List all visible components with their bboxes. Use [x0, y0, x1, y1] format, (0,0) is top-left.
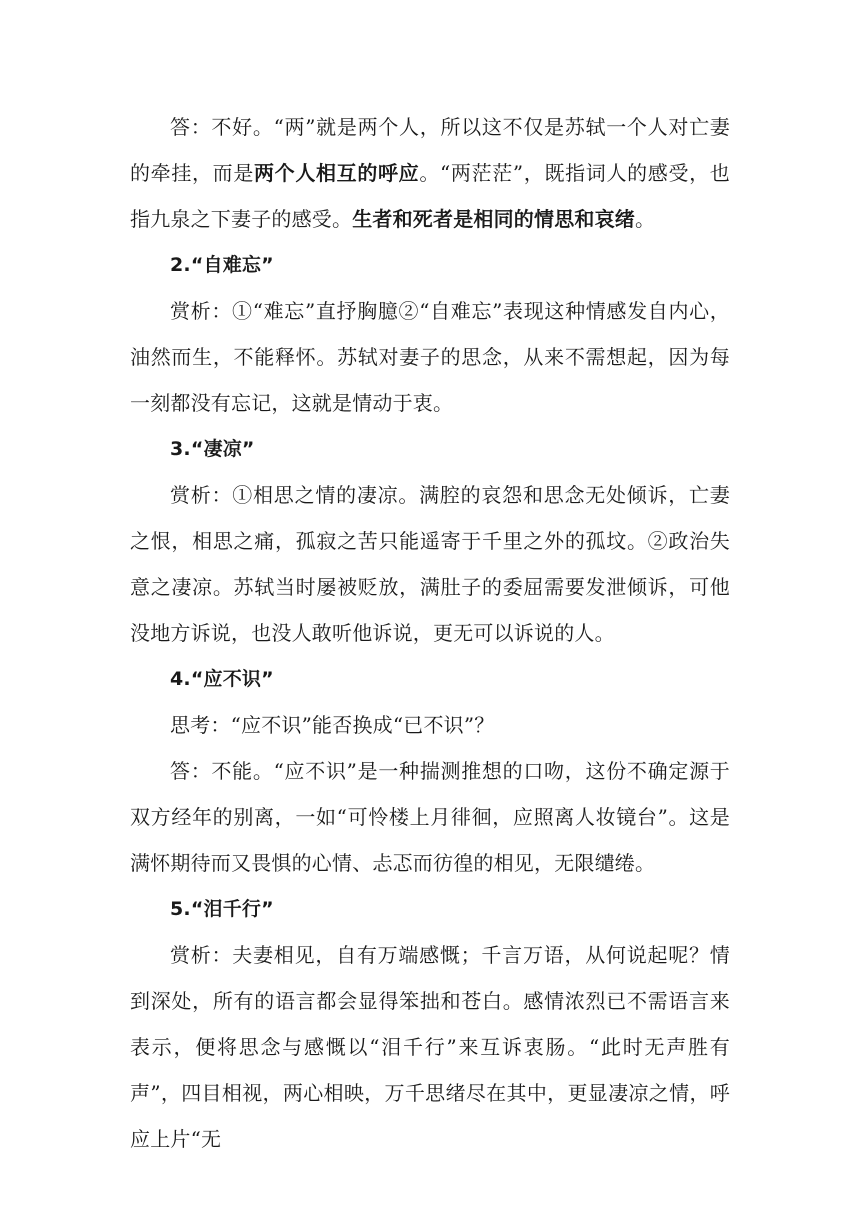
answer-text-e: 。: [635, 207, 656, 231]
question-paragraph-4: 思考：“应不识”能否换成“已不识”？: [170, 713, 495, 737]
section-heading-4: 4.“应不识”: [170, 668, 274, 690]
section-heading-3: 3.“凄凉”: [170, 438, 255, 460]
section-heading-5: 5.“泪千行”: [170, 898, 274, 920]
answer-text-c: 。“两茫茫”，既指词人的感受，也指九泉之下妻子的感受。: [130, 161, 730, 231]
answer-text-a: 答：不好。“两”就是两个人，所以这不仅是苏轼一个人对亡妻的牵挂，而是: [130, 115, 730, 185]
analysis-paragraph-5: 赏析：夫妻相见，自有万端感慨；千言万语，从何说起呢？情到深处，所有的语言都会显得笨拙和苍白。感情浓烈已不需语言来表示，便将思念与感慨以“泪千行”来互诉衷肠。“此时无声胜有声”，四目相视，两心相映，万千思绪尽在其中，更显凄凉之情，呼应上片“无: [130, 943, 730, 1151]
analysis-paragraph-2: 赏析：①“难忘”直抒胸臆②“自难忘”表现这种情感发自内心，油然而生，不能释怀。苏轼对妻子的思念，从来不需想起，因为每一刻都没有忘记，这就是情动于衷。: [130, 299, 730, 415]
answer-paragraph-4: 答：不能。“应不识”是一种揣测推想的口吻，这份不确定源于双方经年的别离，一如“可怜楼上月徘徊，应照离人妆镜台”。这是满怀期待而又畏惧的心情、忐忑而彷徨的相见，无限缱绻。: [130, 759, 730, 875]
analysis-paragraph-3: 赏析：①相思之情的凄凉。满腔的哀怨和思念无处倾诉，亡妻之恨，相思之痛，孤寂之苦只能遥寄于千里之外的孤坟。②政治失意之凄凉。苏轼当时屡被贬放，满肚子的委屈需要发泄倾诉，可他没地方诉说，也没人敢听他诉说，更无可以诉说的人。: [130, 483, 730, 645]
section-heading-2: 2.“自难忘”: [170, 254, 274, 276]
document-page: [130, 104, 730, 1162]
emphasis-same-feelings: 生者和死者是相同的情思和哀绪: [352, 207, 636, 231]
answer-paragraph-1: [130, 104, 730, 242]
emphasis-mutual-response: 两个人相互的呼应: [254, 161, 420, 185]
